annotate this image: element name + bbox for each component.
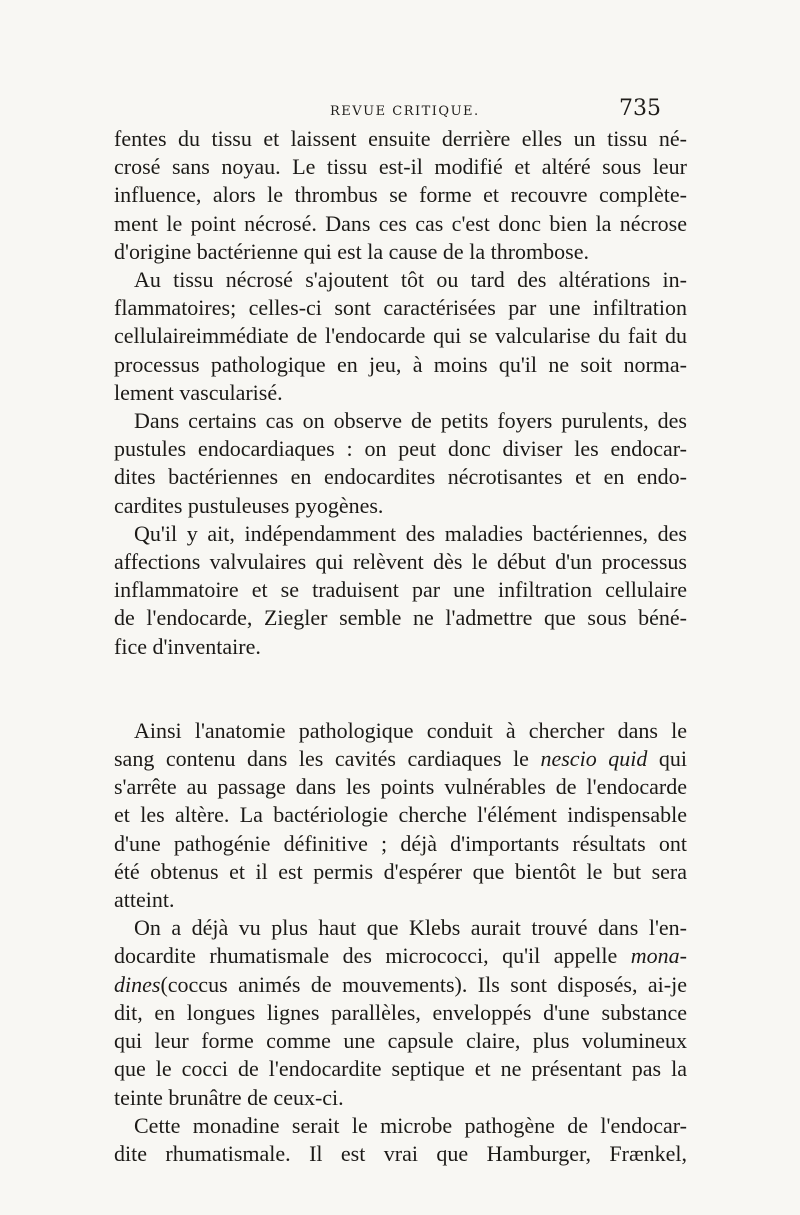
text-line: de l'endocarde, Ziegler semble ne l'admettre que sous béné- [114,605,687,631]
text-line: s'arrête au passage dans les points vulnérables de l'endocarde [114,774,687,800]
text-line: d'une pathogénie définitive ; déjà d'importants résultats ont [114,830,687,856]
paragraph-2 [114,266,687,407]
text-line: ment le point nécrosé. Dans ces cas c'est donc bien la nécrose [114,210,687,236]
text-line: et les altère. La bactériologie cherche l'élément indispensable [114,802,687,828]
section-gap [114,661,687,717]
body-text [114,125,687,1168]
paragraph-5 [114,717,687,914]
text-line: Qu'il y ait, indépendamment des maladies bactériennes, des [134,520,687,546]
text-line: dites bactériennes en endocardites nécrotisantes et en endo- [114,464,687,490]
text-line: dite rhumatismale. Il est vrai que Hamburger, Frænkel, [114,1140,687,1166]
text-line: processus pathologique en jeu, à moins qu'il ne soit norma- [114,351,687,377]
paragraph-4 [114,520,687,661]
text-line: Ainsi l'anatomie pathologique conduit à chercher dans le [134,717,687,743]
text-line: pustules endocardiaques : on peut donc diviser les endocar- [114,436,687,462]
text-line: que le cocci de l'endocardite septique et ne présentant pas la [114,1056,687,1082]
text-line: fentes du tissu et laissent ensuite derrière elles un tissu né- [114,126,687,151]
text-line: Cette monadine serait le microbe pathogène de l'endocar- [134,1112,687,1138]
text-line: Dans certains cas on observe de petits foyers purulents, des [134,408,687,434]
text-line: flammatoires; celles-ci sont caractérisées par une infiltration [114,295,687,321]
paragraph-6 [114,914,687,1111]
text-line: été obtenus et il est permis d'espérer que bientôt le but sera [114,858,687,884]
page-number: 735 [619,96,661,121]
text-line: cellulaireimmédiate de l'endocarde qui se valcularise du fait du [114,323,687,349]
italic-phrase: mona- [630,943,687,969]
running-title: REVUE CRITIQUE. [330,104,480,119]
text-line: teinte brunâtre de ceux-ci. [114,1084,344,1110]
text-line: lement vascularisé. [114,379,283,405]
text-line: influence, alors le thrombus se forme et recouvre complète- [114,182,687,208]
paragraph-1 [114,125,687,266]
paragraph-7 [114,1112,687,1168]
text-line: cardites pustuleuses pyogènes. [114,492,384,518]
text-line: qui leur forme comme une capsule claire, plus volumineux [114,1028,687,1054]
text-line: inflammatoire et se traduisent par une infiltration cellulaire [114,577,687,603]
text-line: Au tissu nécrosé s'ajoutent tôt ou tard des altérations in- [134,267,687,293]
italic-phrase: dines [114,971,161,997]
text-line: dit, en longues lignes parallèles, enveloppés d'une substance [114,999,687,1025]
text-line: d'origine bactérienne qui est la cause de la thrombose. [114,238,589,264]
text-line: fice d'inventaire. [114,633,261,659]
text-line: docardite rhumatismale des micrococci, qu'il appelle mona- [114,943,687,969]
italic-phrase: nescio quid [540,746,648,772]
text-line: affections valvulaires qui relèvent dès le début d'un processus [114,549,687,575]
paragraph-3 [114,407,687,520]
text-line: atteint. [114,887,175,913]
text-line: On a déjà vu plus haut que Klebs aurait trouvé dans l'en- [134,915,687,941]
text-line: dines(coccus animés de mouvements). Ils sont disposés, ai-je [114,971,687,997]
text-line: crosé sans noyau. Le tissu est-il modifié et altéré sous leur [114,154,687,180]
text-line: sang contenu dans les cavités cardiaques le nescio quid qui [114,746,687,772]
